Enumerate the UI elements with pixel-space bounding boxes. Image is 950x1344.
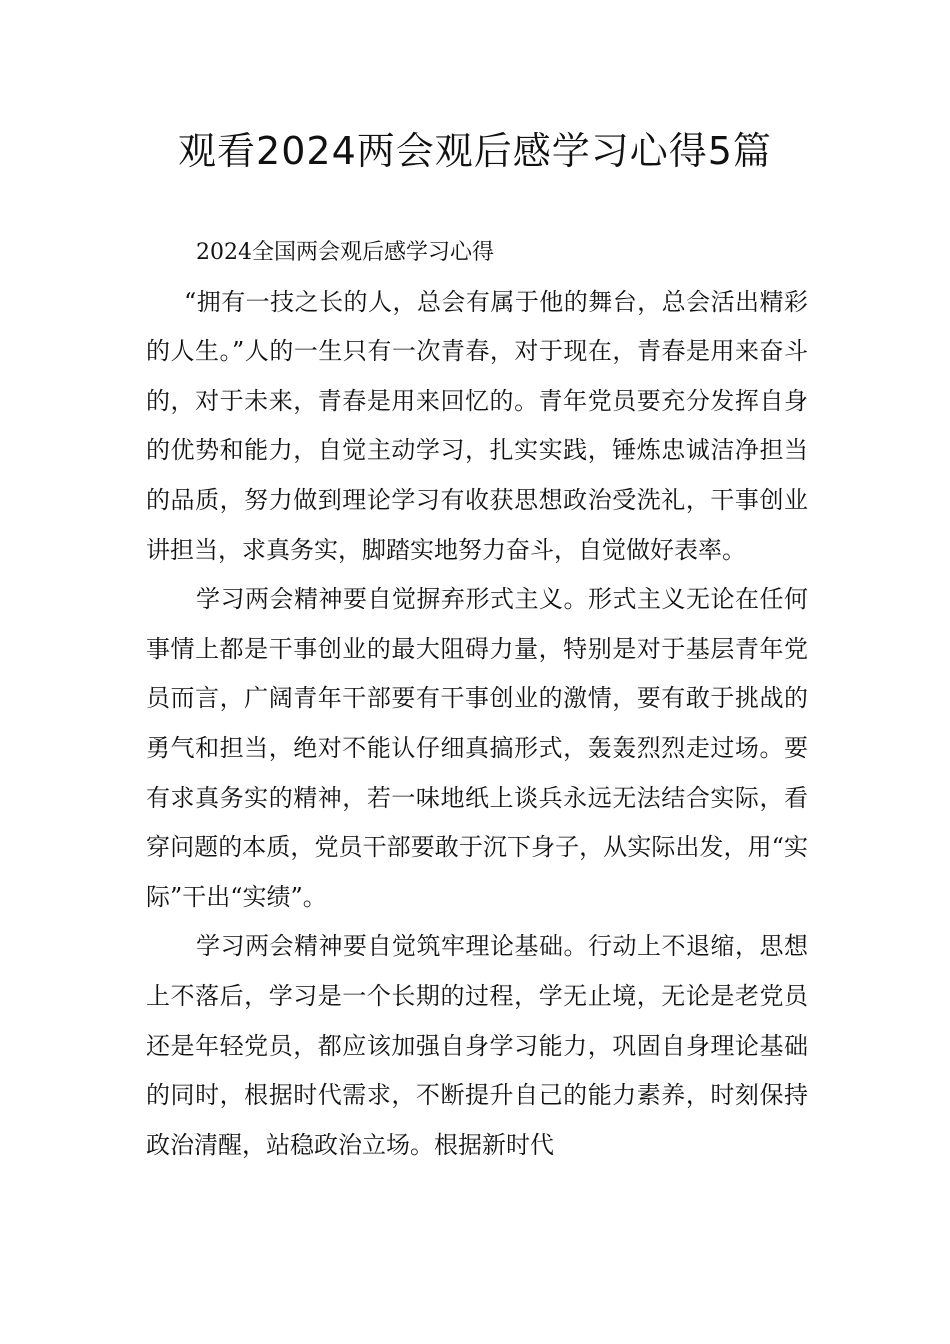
document-subtitle: 2024全国两会观后感学习心得 xyxy=(196,240,494,265)
document-title: 观看2024两会观后感学习心得5篇 xyxy=(178,129,772,173)
document-body xyxy=(146,228,808,1170)
paragraph-1: “拥有一技之长的人，总会有属于他的舞台，总会活出精彩的人生。”人的一生只有一次青春，对于现在，青春是用来奋斗的，对于未来，青春是用来回忆的。青年党员要充分发挥自身的优势和能力，自觉主动学习，扎实实践，锤炼忠诚洁净担当的品质，努力做到理论学习有收获思想政治受洗礼，干事创业讲担当，求真务实，脚踏实地努力奋斗，自觉做好表率。 xyxy=(146,287,808,564)
paragraph-2: 学习两会精神要自觉摒弃形式主义。形式主义无论在任何事情上都是干事创业的最大阻碍力量，特别是对于基层青年党员而言，广阔青年干部要有干事创业的激情，要有敢于挑战的勇气和担当，绝对不能认仔细真搞形式，轰轰烈烈走过场。要有求真务实的精神，若一味地纸上谈兵永远无法结合实际，看穿问题的本质，党员干部要敢于沉下身子，从实际出发，用“实际”干出“实绩”。 xyxy=(146,585,808,911)
paragraph-3: 学习两会精神要自觉筑牢理论基础。行动上不退缩，思想上不落后，学习是一个长期的过程，学无止境，无论是老党员还是年轻党员，都应该加强自身学习能力，巩固自身理论基础的同时，根据时代需求，不断提升自己的能力素养，时刻保持政治清醒，站稳政治立场。根据新时代 xyxy=(146,932,808,1159)
